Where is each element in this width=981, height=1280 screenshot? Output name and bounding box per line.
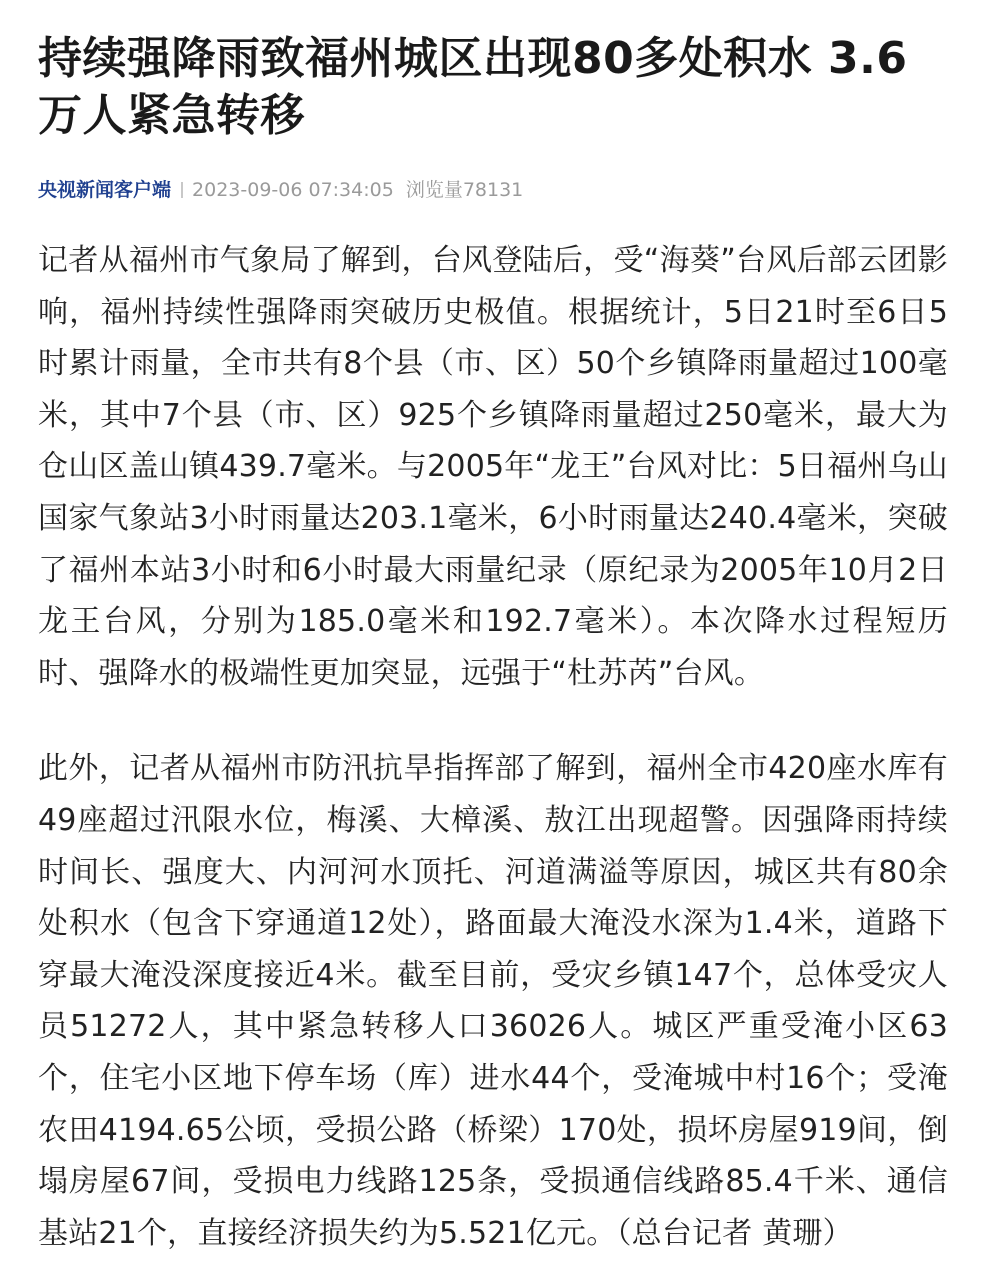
meta-divider: [181, 182, 183, 198]
article-title: 持续强降雨致福州城区出现80多处积水 3.6万人紧急转移: [38, 33, 908, 141]
publish-time: 2023-09-06 07:34:05: [192, 179, 394, 201]
article-paragraph-1: 记者从福州市气象局了解到，台风登陆后，受“海葵”台风后部云团影响，福州持续性强降雨突破历史极值。根据统计，5日21时至6日5时累计雨量，全市共有8个县（市、区）50个乡镇降雨量超过100毫米，其中7个县（市、区）925个乡镇降雨量超过250毫米，最大为仓山区盖山镇439.7毫米。与2005年“龙王”台风对比：5日福州乌山国家气象站3小时雨量达203.1毫米，6小时雨量达240.4毫米，突破了福州本站3小时和6小时最大雨量纪录（原纪录为2005年10月2日龙王台风，分别为185.0毫米和192.7毫米）。本次降水过程短历时、强降水的极端性更加突显，远强于“杜苏芮”台风。: [38, 243, 948, 691]
source-link[interactable]: 央视新闻客户端: [38, 179, 172, 201]
article-paragraph-2: 此外，记者从福州市防汛抗旱指挥部了解到，福州全市420座水库有49座超过汛限水位，梅溪、大樟溪、敖江出现超警。因强降雨持续时间长、强度大、内河河水顶托、河道满溢等原因，城区共有80余处积水（包含下穿通道12处），路面最大淹没水深为1.4米，道路下穿最大淹没深度接近4米。截至目前，受灾乡镇147个，总体受灾人员51272人，其中紧急转移人口36026人。城区严重受淹小区63个，住宅小区地下停车场（库）进水44个，受淹城中村16个；受淹农田4194.65公顷，受损公路（桥梁）170处，损坏房屋919间，倒塌房屋67间，受损电力线路125条，受损通信线路85.4千米、通信基站21个，直接经济损失约为5.521亿元。（总台记者 黄珊）: [38, 751, 948, 1251]
view-count: 浏览量78131: [405, 179, 524, 201]
article: [38, 30, 948, 1259]
article-meta: [38, 177, 948, 203]
